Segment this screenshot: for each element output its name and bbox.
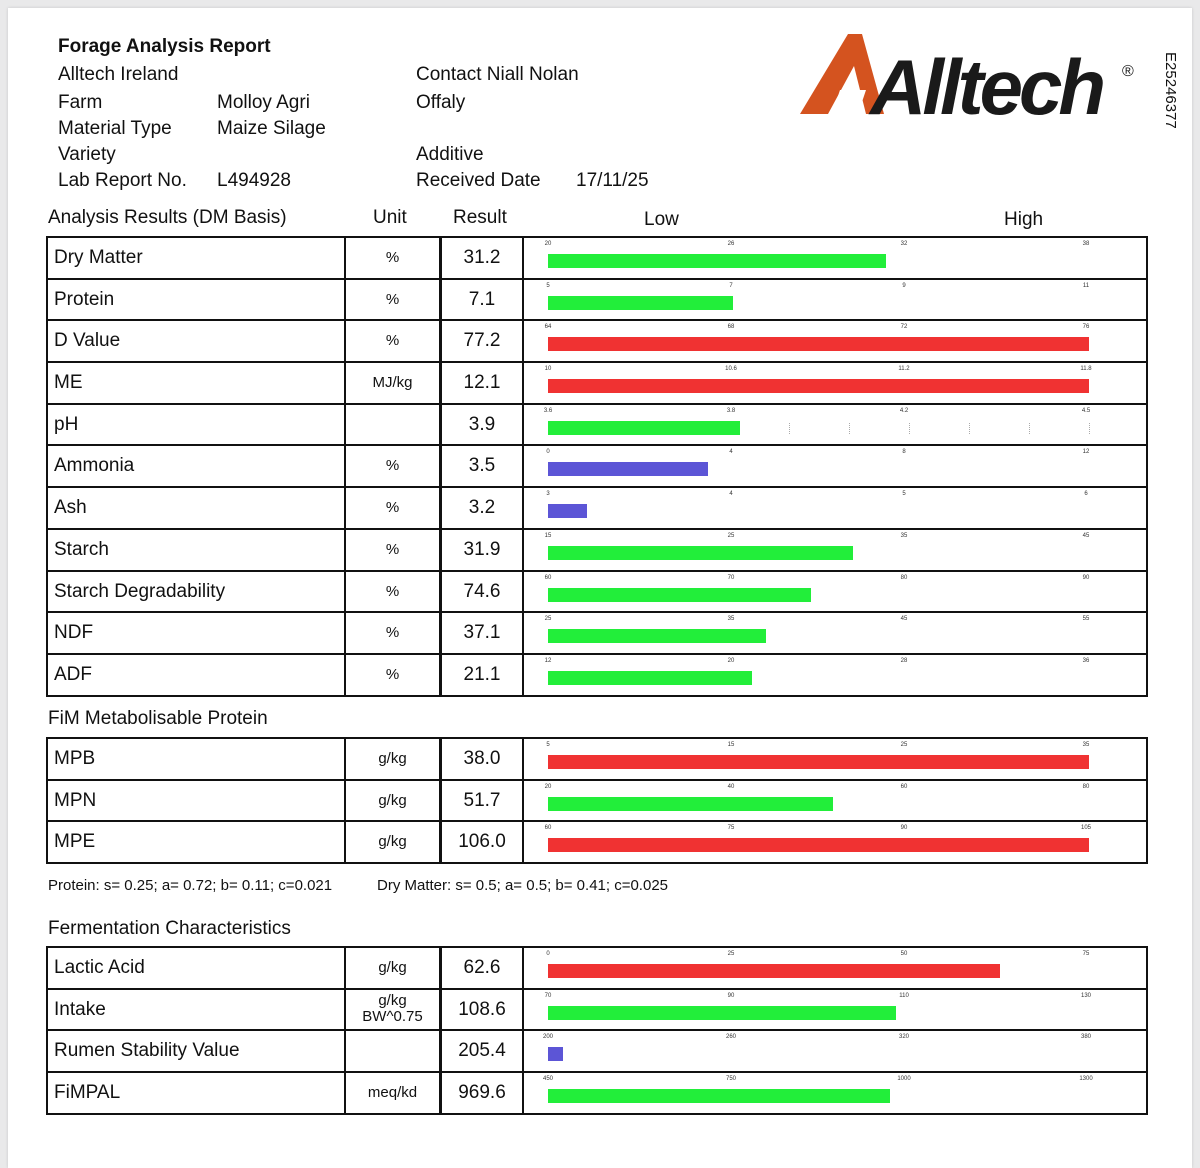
scale-tick-label: 26 bbox=[727, 241, 735, 247]
scale-tick-label: 5 bbox=[546, 282, 550, 289]
table-row bbox=[48, 739, 1146, 781]
row-unit: MJ/kg bbox=[346, 363, 442, 403]
logo-wordmark: Alltech bbox=[870, 43, 1103, 123]
scale-tick-label: 4 bbox=[729, 449, 733, 456]
scale-tick-label: 20 bbox=[544, 241, 552, 247]
table-row bbox=[48, 488, 1146, 530]
table-row bbox=[48, 280, 1146, 322]
gridline-dot bbox=[789, 423, 791, 434]
contact: Contact Niall Nolan bbox=[416, 64, 579, 85]
unit-column-header: Unit bbox=[373, 207, 407, 228]
scale-tick-label: 35 bbox=[727, 616, 735, 623]
range-bar-cell bbox=[524, 1073, 1146, 1113]
row-name: NDF bbox=[48, 613, 346, 653]
scale-tick-label: 68 bbox=[727, 324, 735, 331]
table-row bbox=[48, 1073, 1146, 1115]
scale-tick-label: 72 bbox=[900, 324, 908, 331]
result-bar bbox=[548, 588, 811, 602]
scale-tick-label: 4.2 bbox=[899, 407, 909, 414]
row-name: FiMPAL bbox=[48, 1073, 346, 1113]
row-unit-line2: BW^0.75 bbox=[362, 1007, 423, 1025]
result-bar bbox=[548, 1047, 563, 1061]
scale-tick-label: 90 bbox=[1082, 574, 1090, 581]
result-bar bbox=[548, 964, 1000, 978]
scale-tick-label: 3.6 bbox=[543, 407, 553, 414]
scale-tick-label: 320 bbox=[898, 1034, 910, 1041]
row-result: 77.2 bbox=[442, 321, 524, 361]
range-bar-cell bbox=[524, 488, 1146, 528]
row-name: pH bbox=[48, 405, 346, 445]
row-result: 31.2 bbox=[442, 238, 524, 278]
table-row bbox=[48, 822, 1146, 864]
table-row bbox=[48, 321, 1146, 363]
high-column-header: High bbox=[1004, 209, 1044, 230]
farm-label: Farm bbox=[58, 92, 103, 113]
range-bar-cell bbox=[524, 990, 1146, 1030]
scale-tick-label: 0 bbox=[546, 449, 550, 456]
row-result: 106.0 bbox=[442, 822, 524, 862]
row-unit: % bbox=[346, 530, 442, 570]
row-name: ADF bbox=[48, 655, 346, 695]
low-column-header: Low bbox=[644, 209, 679, 230]
scale-tick-label: 32 bbox=[900, 241, 908, 247]
scale-tick-label: 25 bbox=[727, 951, 735, 957]
row-name: MPE bbox=[48, 822, 346, 862]
analysis-column-header: Analysis Results (DM Basis) bbox=[48, 207, 287, 228]
lab-report-label: Lab Report No. bbox=[58, 170, 187, 191]
scale-tick-label: 3 bbox=[546, 491, 550, 498]
row-unit: % bbox=[346, 238, 442, 278]
scale-tick-label: 76 bbox=[1082, 324, 1090, 331]
row-result: 74.6 bbox=[442, 572, 524, 612]
scale-tick-label: 1000 bbox=[897, 1076, 911, 1083]
row-unit bbox=[346, 1031, 442, 1071]
row-result: 7.1 bbox=[442, 280, 524, 320]
table-row bbox=[48, 1031, 1146, 1073]
scale-tick-label: 64 bbox=[544, 324, 552, 331]
result-column-header: Result bbox=[453, 207, 507, 228]
result-bar bbox=[548, 546, 853, 560]
scale-tick-label: 25 bbox=[727, 532, 735, 539]
scale-tick-label: 15 bbox=[544, 532, 552, 539]
scale-tick-label: 60 bbox=[544, 574, 552, 581]
range-bar-cell bbox=[524, 613, 1146, 653]
table-row bbox=[48, 238, 1146, 280]
range-bar-cell bbox=[524, 1031, 1146, 1071]
alltech-logo bbox=[796, 28, 1146, 123]
row-unit: % bbox=[346, 655, 442, 695]
scale-tick-label: 36 bbox=[1082, 657, 1090, 664]
table-row bbox=[48, 613, 1146, 655]
row-unit: % bbox=[346, 572, 442, 612]
row-result: 38.0 bbox=[442, 739, 524, 779]
scale-tick-label: 8 bbox=[902, 449, 906, 456]
scale-tick-label: 45 bbox=[1082, 532, 1090, 539]
scale-tick-label: 25 bbox=[900, 742, 908, 748]
scale-tick-label: 60 bbox=[544, 825, 552, 832]
scale-tick-label: 4.5 bbox=[1081, 407, 1091, 414]
scale-tick-label: 90 bbox=[900, 825, 908, 832]
scale-tick-label: 20 bbox=[544, 783, 552, 790]
table-row bbox=[48, 948, 1146, 990]
row-unit: % bbox=[346, 280, 442, 320]
scale-tick-label: 0 bbox=[546, 951, 550, 957]
row-unit bbox=[346, 405, 442, 445]
scale-tick-label: 6 bbox=[1084, 491, 1088, 498]
fim-section-title: FiM Metabolisable Protein bbox=[48, 708, 268, 729]
scale-tick-label: 11.8 bbox=[1080, 366, 1092, 373]
result-bar bbox=[548, 1006, 896, 1020]
row-unit: % bbox=[346, 321, 442, 361]
row-result: 21.1 bbox=[442, 655, 524, 695]
scale-tick-label: 750 bbox=[725, 1076, 737, 1083]
scale-tick-label: 75 bbox=[1082, 951, 1090, 957]
row-result: 37.1 bbox=[442, 613, 524, 653]
scale-tick-label: 130 bbox=[1080, 992, 1092, 999]
material-value: Maize Silage bbox=[217, 118, 326, 139]
row-unit: g/kg bbox=[346, 948, 442, 988]
county: Offaly bbox=[416, 92, 466, 113]
reference-code: E25246377 bbox=[1162, 52, 1179, 129]
scale-tick-label: 11 bbox=[1082, 282, 1090, 289]
scale-tick-label: 28 bbox=[900, 657, 908, 664]
row-name: MPN bbox=[48, 781, 346, 821]
range-bar-cell bbox=[524, 280, 1146, 320]
scale-tick-label: 11.2 bbox=[898, 366, 910, 373]
fermentation-table bbox=[46, 946, 1148, 1115]
variety-label: Variety bbox=[58, 144, 116, 165]
row-result: 62.6 bbox=[442, 948, 524, 988]
registered-mark: ® bbox=[1122, 63, 1134, 80]
row-result: 969.6 bbox=[442, 1073, 524, 1113]
report-title: Forage Analysis Report bbox=[58, 36, 271, 57]
row-result: 51.7 bbox=[442, 781, 524, 821]
gridline-dot bbox=[909, 423, 911, 434]
scale-tick-label: 25 bbox=[544, 616, 552, 623]
farm-value: Molloy Agri bbox=[217, 92, 310, 113]
received-date-value: 17/11/25 bbox=[576, 170, 649, 191]
fim-table bbox=[46, 737, 1148, 864]
table-row bbox=[48, 655, 1146, 697]
scale-tick-label: 10 bbox=[544, 366, 552, 373]
scale-tick-label: 40 bbox=[727, 783, 735, 790]
row-name: Ash bbox=[48, 488, 346, 528]
scale-tick-label: 35 bbox=[900, 532, 908, 539]
row-name: Starch Degradability bbox=[48, 572, 346, 612]
scale-tick-label: 50 bbox=[900, 951, 908, 957]
scale-tick-label: 200 bbox=[542, 1034, 554, 1041]
row-name: Intake bbox=[48, 990, 346, 1030]
row-unit: % bbox=[346, 446, 442, 486]
result-bar bbox=[548, 797, 833, 811]
row-name: Lactic Acid bbox=[48, 948, 346, 988]
row-unit-line1: g/kg bbox=[378, 991, 407, 1009]
row-unit: g/kg bbox=[346, 739, 442, 779]
result-bar bbox=[548, 671, 752, 685]
range-bar-cell bbox=[524, 530, 1146, 570]
table-row bbox=[48, 405, 1146, 447]
table-row bbox=[48, 572, 1146, 614]
range-bar-cell bbox=[524, 321, 1146, 361]
result-bar bbox=[548, 755, 1089, 769]
range-bar-cell bbox=[524, 822, 1146, 862]
row-unit: % bbox=[346, 613, 442, 653]
scale-tick-label: 38 bbox=[1082, 241, 1090, 247]
row-result: 108.6 bbox=[442, 990, 524, 1030]
scale-tick-label: 5 bbox=[546, 742, 550, 748]
row-name: MPB bbox=[48, 739, 346, 779]
row-name: Ammonia bbox=[48, 446, 346, 486]
scale-tick-label: 1300 bbox=[1079, 1076, 1093, 1083]
scale-tick-label: 15 bbox=[727, 742, 735, 748]
row-name: D Value bbox=[48, 321, 346, 361]
row-unit: meq/kd bbox=[346, 1073, 442, 1113]
range-bar-cell bbox=[524, 446, 1146, 486]
scale-tick-label: 5 bbox=[902, 491, 906, 498]
scale-tick-label: 70 bbox=[727, 574, 735, 581]
scale-tick-label: 7 bbox=[729, 282, 733, 289]
row-result: 205.4 bbox=[442, 1031, 524, 1071]
row-unit bbox=[346, 990, 442, 1030]
scale-tick-label: 35 bbox=[1082, 742, 1090, 748]
scale-tick-label: 90 bbox=[727, 992, 735, 999]
row-name: ME bbox=[48, 363, 346, 403]
table-row bbox=[48, 530, 1146, 572]
protein-note: Protein: s= 0.25; a= 0.72; b= 0.11; c=0.021 bbox=[48, 877, 333, 894]
lab-report-value: L494928 bbox=[217, 170, 291, 191]
row-name: Dry Matter bbox=[48, 238, 346, 278]
table-row bbox=[48, 446, 1146, 488]
row-unit: g/kg bbox=[346, 822, 442, 862]
scale-tick-label: 12 bbox=[1082, 449, 1090, 456]
row-name: Protein bbox=[48, 280, 346, 320]
scale-tick-label: 60 bbox=[900, 783, 908, 790]
row-name: Rumen Stability Value bbox=[48, 1031, 346, 1071]
row-unit: % bbox=[346, 488, 442, 528]
result-bar bbox=[548, 337, 1089, 351]
material-label: Material Type bbox=[58, 118, 172, 139]
scale-tick-label: 45 bbox=[900, 616, 908, 623]
row-name: Starch bbox=[48, 530, 346, 570]
gridline-dot bbox=[969, 423, 971, 434]
scale-tick-label: 80 bbox=[900, 574, 908, 581]
fermentation-section-title: Fermentation Characteristics bbox=[48, 918, 291, 939]
range-bar-cell bbox=[524, 363, 1146, 403]
scale-tick-label: 3.8 bbox=[726, 407, 736, 414]
range-bar-cell bbox=[524, 948, 1146, 988]
scale-tick-label: 70 bbox=[544, 992, 552, 999]
gridline-dot bbox=[849, 423, 851, 434]
scale-tick-label: 10.6 bbox=[725, 366, 737, 373]
result-bar bbox=[548, 629, 766, 643]
result-bar bbox=[548, 1089, 890, 1103]
scale-tick-label: 75 bbox=[727, 825, 735, 832]
row-result: 3.5 bbox=[442, 446, 524, 486]
analysis-table bbox=[46, 236, 1148, 697]
scale-tick-label: 55 bbox=[1082, 616, 1090, 623]
result-bar bbox=[548, 254, 886, 268]
result-bar bbox=[548, 462, 708, 476]
company-name: Alltech Ireland bbox=[58, 64, 179, 85]
row-unit: g/kg bbox=[346, 781, 442, 821]
range-bar-cell bbox=[524, 572, 1146, 612]
scale-tick-label: 110 bbox=[899, 992, 909, 999]
gridline-dot bbox=[1029, 423, 1031, 434]
scale-tick-label: 20 bbox=[727, 657, 735, 664]
dry-matter-note: Dry Matter: s= 0.5; a= 0.5; b= 0.41; c=0.025 bbox=[377, 877, 669, 894]
scale-tick-label: 260 bbox=[725, 1034, 737, 1041]
range-bar-cell bbox=[524, 655, 1146, 695]
table-row bbox=[48, 990, 1146, 1032]
scale-tick-label: 80 bbox=[1082, 783, 1090, 790]
result-bar bbox=[548, 838, 1089, 852]
scale-tick-label: 12 bbox=[544, 657, 552, 664]
result-bar bbox=[548, 379, 1089, 393]
row-result: 3.9 bbox=[442, 405, 524, 445]
scale-tick-label: 450 bbox=[542, 1076, 554, 1083]
scale-tick-label: 105 bbox=[1080, 825, 1092, 832]
received-date-label: Received Date bbox=[416, 170, 541, 191]
range-bar-cell bbox=[524, 739, 1146, 779]
result-bar bbox=[548, 296, 733, 310]
row-result: 31.9 bbox=[442, 530, 524, 570]
gridline-dot bbox=[1089, 423, 1091, 434]
result-bar bbox=[548, 504, 587, 518]
table-row bbox=[48, 781, 1146, 823]
scale-tick-label: 380 bbox=[1080, 1034, 1092, 1041]
row-result: 3.2 bbox=[442, 488, 524, 528]
additive-label: Additive bbox=[416, 144, 484, 165]
range-bar-cell bbox=[524, 781, 1146, 821]
scale-tick-label: 4 bbox=[729, 491, 733, 498]
row-result: 12.1 bbox=[442, 363, 524, 403]
scale-tick-label: 9 bbox=[902, 282, 906, 289]
result-bar bbox=[548, 421, 740, 435]
range-bar-cell bbox=[524, 238, 1146, 278]
table-row bbox=[48, 363, 1146, 405]
range-bar-cell bbox=[524, 405, 1146, 445]
